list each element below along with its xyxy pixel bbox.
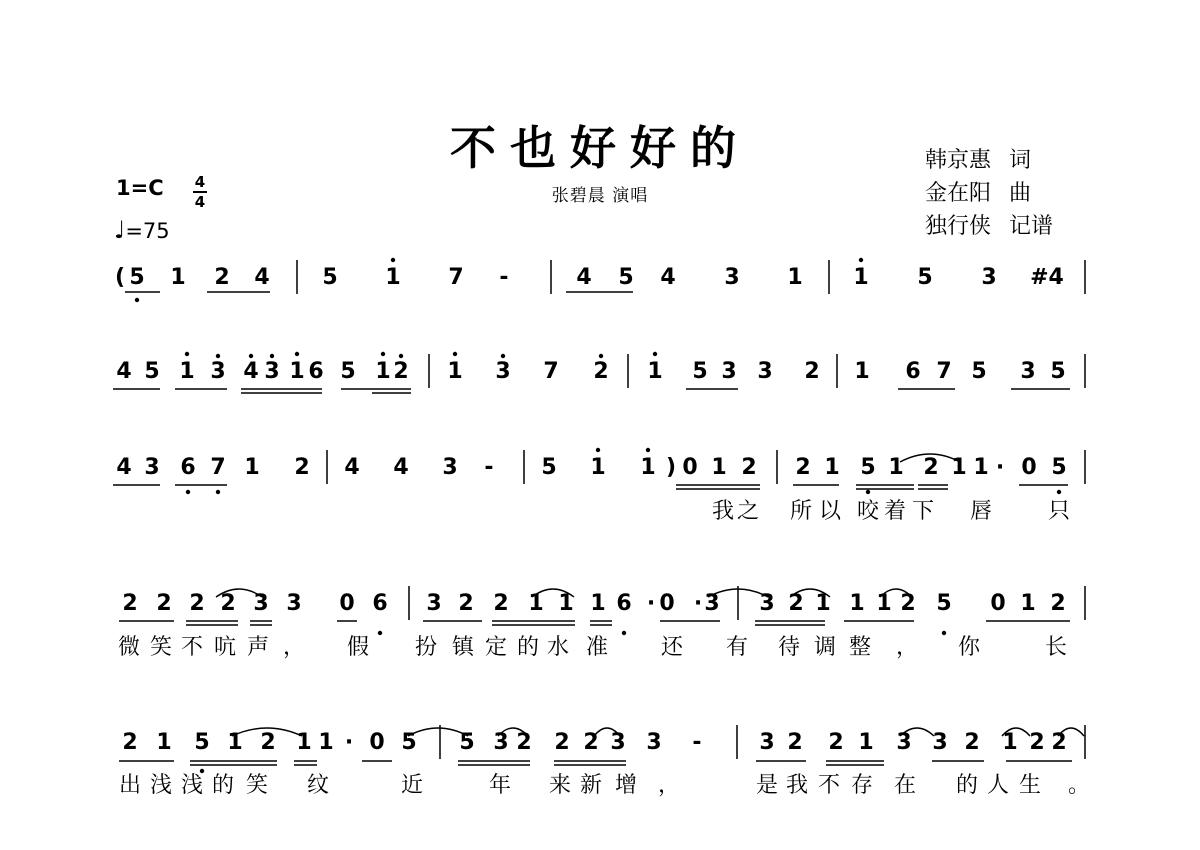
lyric-char: ，: [282, 635, 306, 660]
jianpu-note: 2: [1050, 591, 1066, 616]
jianpu-note: 3: [757, 359, 773, 384]
jianpu-note: 5: [971, 359, 987, 384]
jianpu-note: 1: [640, 455, 656, 480]
jianpu-note: -: [499, 265, 509, 290]
lyric-char: 还: [660, 635, 684, 660]
lyric-char: 水: [546, 635, 570, 660]
jianpu-note: 7: [448, 265, 464, 290]
jianpu-note: 2: [122, 591, 138, 616]
jianpu-note: 2: [220, 591, 236, 616]
jianpu-note: 1: [385, 265, 401, 290]
jianpu-note: 2: [964, 730, 980, 755]
jianpu-note: 2: [804, 359, 820, 384]
high-octave-dot: [270, 354, 274, 358]
lyric-char: 以: [818, 499, 842, 524]
high-octave-dot: [653, 352, 657, 356]
jianpu-note: 5: [194, 730, 210, 755]
jianpu-note: 1: [590, 591, 606, 616]
jianpu-note: 3: [704, 591, 720, 616]
jianpu-note: 2: [156, 591, 172, 616]
credit-role: 曲: [1009, 181, 1032, 206]
jianpu-note: 2: [260, 730, 276, 755]
jianpu-note: 1: [447, 359, 463, 384]
jianpu-note: 1: [853, 265, 869, 290]
performer: 张碧晨 演唱: [551, 186, 649, 206]
lyric-char: 只: [1047, 499, 1071, 524]
lyric-char: 唇: [969, 499, 993, 524]
lyric-char: 吭: [213, 635, 237, 660]
low-octave-dot: [216, 490, 220, 494]
jianpu-note: 5: [459, 730, 475, 755]
lyric-char: 。: [1067, 773, 1091, 798]
lyric-char: 扮: [414, 635, 438, 660]
jianpu-note: 2: [554, 730, 570, 755]
jianpu-note: 3: [724, 265, 740, 290]
lyric-char: 下: [911, 499, 935, 524]
jianpu-note: 5: [541, 455, 557, 480]
jianpu-note: 1: [244, 455, 260, 480]
jianpu-note: ·: [646, 591, 656, 616]
jianpu-note: 2: [787, 730, 803, 755]
lyric-char: 近: [400, 773, 424, 798]
time-signature-top: 4: [194, 173, 206, 191]
jianpu-note: 2: [741, 455, 757, 480]
lyric-char: 长: [1044, 635, 1068, 660]
jianpu-note: 6: [372, 591, 388, 616]
jianpu-note: 5: [1051, 455, 1067, 480]
lyric-char: 待: [777, 635, 801, 660]
jianpu-note: ·: [693, 591, 703, 616]
low-octave-dot: [622, 631, 626, 635]
low-octave-dot: [378, 631, 382, 635]
lyric-char: 准: [585, 635, 609, 660]
jianpu-note: 5: [401, 730, 417, 755]
jianpu-note: 2: [828, 730, 844, 755]
lyric-char: 纹: [306, 773, 330, 798]
lyric-char: 整: [848, 635, 872, 660]
high-octave-dot: [216, 354, 220, 358]
lyric-char: 新: [579, 773, 603, 798]
lyric-char: 是: [755, 773, 779, 798]
jianpu-note: 1: [1002, 730, 1018, 755]
jianpu-note: 7: [543, 359, 559, 384]
jianpu-note: (: [114, 265, 126, 290]
jianpu-note: 1: [558, 591, 574, 616]
jianpu-note: 2: [900, 591, 916, 616]
high-octave-dot: [399, 354, 403, 358]
tempo-value: =75: [125, 219, 170, 243]
jianpu-note: 3: [493, 730, 509, 755]
jianpu-note: ·: [344, 730, 354, 755]
jianpu-note: 3: [210, 359, 226, 384]
jianpu-note: 2: [122, 730, 138, 755]
jianpu-note: ·: [995, 455, 1005, 480]
jianpu-note: 1: [951, 455, 967, 480]
jianpu-note: 1: [296, 730, 312, 755]
high-octave-dot: [381, 352, 385, 356]
jianpu-note: 0: [369, 730, 385, 755]
jianpu-note: 2: [1029, 730, 1045, 755]
low-octave-dot: [186, 490, 190, 494]
jianpu-note: 5: [340, 359, 356, 384]
jianpu-note: 4: [243, 359, 259, 384]
jianpu-note: 2: [795, 455, 811, 480]
jianpu-note: 6: [308, 359, 324, 384]
lyric-char: 微: [117, 635, 141, 660]
jianpu-note: 5: [860, 455, 876, 480]
jianpu-note: 6: [616, 591, 632, 616]
jianpu-note: 7: [210, 455, 226, 480]
jianpu-note: 5: [692, 359, 708, 384]
jianpu-note: 2: [493, 591, 509, 616]
jianpu-note: 5: [144, 359, 160, 384]
jianpu-note: 2: [1051, 730, 1067, 755]
high-octave-dot: [453, 352, 457, 356]
jianpu-note: 1: [787, 265, 803, 290]
jianpu-note: 6: [905, 359, 921, 384]
jianpu-note: 3: [981, 265, 997, 290]
jianpu-note: -: [484, 455, 494, 480]
jianpu-note: 1: [289, 359, 305, 384]
jianpu-note: 3: [721, 359, 737, 384]
credit-name: 金在阳: [925, 181, 992, 206]
jianpu-note: 2: [294, 455, 310, 480]
lyric-char: 笑: [149, 635, 173, 660]
jianpu-note: 1: [876, 591, 892, 616]
jianpu-note: 1: [858, 730, 874, 755]
lyric-char: 你: [957, 635, 981, 660]
jianpu-note: 5: [618, 265, 634, 290]
jianpu-note: 3: [442, 455, 458, 480]
jianpu-note: 2: [189, 591, 205, 616]
high-octave-dot: [391, 258, 395, 262]
lyric-char: 镇: [451, 635, 475, 660]
jianpu-note: 1: [815, 591, 831, 616]
lyric-char: 有: [725, 635, 749, 660]
jianpu-note: 2: [583, 730, 599, 755]
high-octave-dot: [596, 448, 600, 452]
low-octave-dot: [942, 631, 946, 635]
lyric-char: 不: [180, 635, 204, 660]
high-octave-dot: [185, 352, 189, 356]
low-octave-dot: [200, 769, 204, 773]
jianpu-note: 1: [179, 359, 195, 384]
jianpu-note: 5: [936, 591, 952, 616]
lyric-char: 年: [488, 773, 512, 798]
jianpu-note: 1: [170, 265, 186, 290]
jianpu-note: 1: [318, 730, 334, 755]
low-octave-dot: [866, 490, 870, 494]
jianpu-note: 0: [990, 591, 1006, 616]
high-octave-dot: [859, 258, 863, 262]
jianpu-note: 3: [144, 455, 160, 480]
jianpu-note: ): [665, 455, 677, 480]
jianpu-note: 0: [659, 591, 675, 616]
jianpu-note: 4: [660, 265, 676, 290]
time-signature-bottom: 4: [194, 193, 206, 211]
jianpu-note: 4: [344, 455, 360, 480]
lyric-char: 我: [711, 499, 735, 524]
lyric-char: 来: [548, 773, 572, 798]
lyric-char: 存: [850, 773, 874, 798]
jianpu-note: -: [692, 730, 702, 755]
lyric-char: 笑: [245, 773, 269, 798]
jianpu-note: 5: [917, 265, 933, 290]
lyric-char: 不: [817, 773, 841, 798]
jianpu-note: 2: [458, 591, 474, 616]
jianpu-note: 1: [973, 455, 989, 480]
jianpu-note: 3: [426, 591, 442, 616]
jianpu-note: 3: [253, 591, 269, 616]
credit-name: 韩京惠: [925, 148, 992, 173]
lyric-char: 人: [986, 773, 1010, 798]
jianpu-note: 4: [116, 455, 132, 480]
jianpu-note: 5: [129, 265, 145, 290]
jianpu-note: 1: [227, 730, 243, 755]
lyric-char: 调: [813, 635, 837, 660]
credit-role: 记谱: [1009, 214, 1054, 239]
lyric-char: 的: [955, 773, 979, 798]
lyric-char: 浅: [149, 773, 173, 798]
jianpu-note: 2: [923, 455, 939, 480]
high-octave-dot: [599, 354, 603, 358]
jianpu-note: 3: [759, 730, 775, 755]
jianpu-note: 5: [1050, 359, 1066, 384]
jianpu-note: 3: [759, 591, 775, 616]
credit-name: 独行侠: [925, 214, 992, 239]
quarter-note-icon: ♩: [114, 216, 126, 244]
high-octave-dot: [646, 448, 650, 452]
jianpu-note: 0: [339, 591, 355, 616]
jianpu-note: 1: [849, 591, 865, 616]
high-octave-dot: [249, 354, 253, 358]
low-octave-dot: [135, 298, 139, 302]
lyric-char: 在: [893, 773, 917, 798]
jianpu-note: 2: [788, 591, 804, 616]
jianpu-note: 5: [322, 265, 338, 290]
jianpu-note: 1: [824, 455, 840, 480]
jianpu-note: 4: [576, 265, 592, 290]
jianpu-note: 0: [1021, 455, 1037, 480]
jianpu-note: 3: [264, 359, 280, 384]
lyric-char: ，: [895, 635, 919, 660]
lyric-char: 浅: [180, 773, 204, 798]
jianpu-note: 1: [156, 730, 172, 755]
jianpu-note: 3: [495, 359, 511, 384]
key-signature: 1=C: [116, 176, 164, 200]
lyric-char: 之: [736, 499, 760, 524]
jianpu-note: #4: [1030, 265, 1064, 290]
jianpu-note: 1: [647, 359, 663, 384]
jianpu-note: 4: [393, 455, 409, 480]
jianpu-note: 3: [286, 591, 302, 616]
jianpu-note: 1: [888, 455, 904, 480]
lyric-char: 假: [346, 635, 370, 660]
jianpu-note: 3: [1020, 359, 1036, 384]
credit-role: 词: [1009, 148, 1032, 173]
lyric-char: 咬: [856, 499, 880, 524]
jianpu-note: 1: [854, 359, 870, 384]
jianpu-note: 1: [1020, 591, 1036, 616]
lyric-char: ，: [657, 773, 681, 798]
jianpu-note: 2: [214, 265, 230, 290]
jianpu-note: 4: [116, 359, 132, 384]
jianpu-note: 7: [936, 359, 952, 384]
lyric-char: 定: [484, 635, 508, 660]
jianpu-note: 3: [646, 730, 662, 755]
lyric-char: 着: [883, 499, 907, 524]
lyric-char: 所: [789, 499, 813, 524]
jianpu-note: 1: [375, 359, 391, 384]
jianpu-note: 3: [896, 730, 912, 755]
lyric-char: 的: [211, 773, 235, 798]
lyric-char: 出: [118, 773, 142, 798]
lyric-char: 生: [1018, 773, 1042, 798]
lyric-char: 的: [516, 635, 540, 660]
jianpu-note: 1: [528, 591, 544, 616]
jianpu-note: 0: [682, 455, 698, 480]
lyric-char: 增: [614, 773, 638, 798]
jianpu-note: 2: [393, 359, 409, 384]
high-octave-dot: [295, 352, 299, 356]
jianpu-note: 2: [593, 359, 609, 384]
lyric-char: 我: [785, 773, 809, 798]
jianpu-note: 3: [932, 730, 948, 755]
high-octave-dot: [501, 354, 505, 358]
jianpu-note: 6: [180, 455, 196, 480]
jianpu-note: 2: [516, 730, 532, 755]
song-title: 不也好好的: [450, 121, 750, 175]
jianpu-note: 4: [254, 265, 270, 290]
jianpu-note: 1: [711, 455, 727, 480]
lyric-char: 声: [246, 635, 270, 660]
jianpu-note: 1: [590, 455, 606, 480]
low-octave-dot: [1057, 490, 1061, 494]
jianpu-note: 3: [610, 730, 626, 755]
